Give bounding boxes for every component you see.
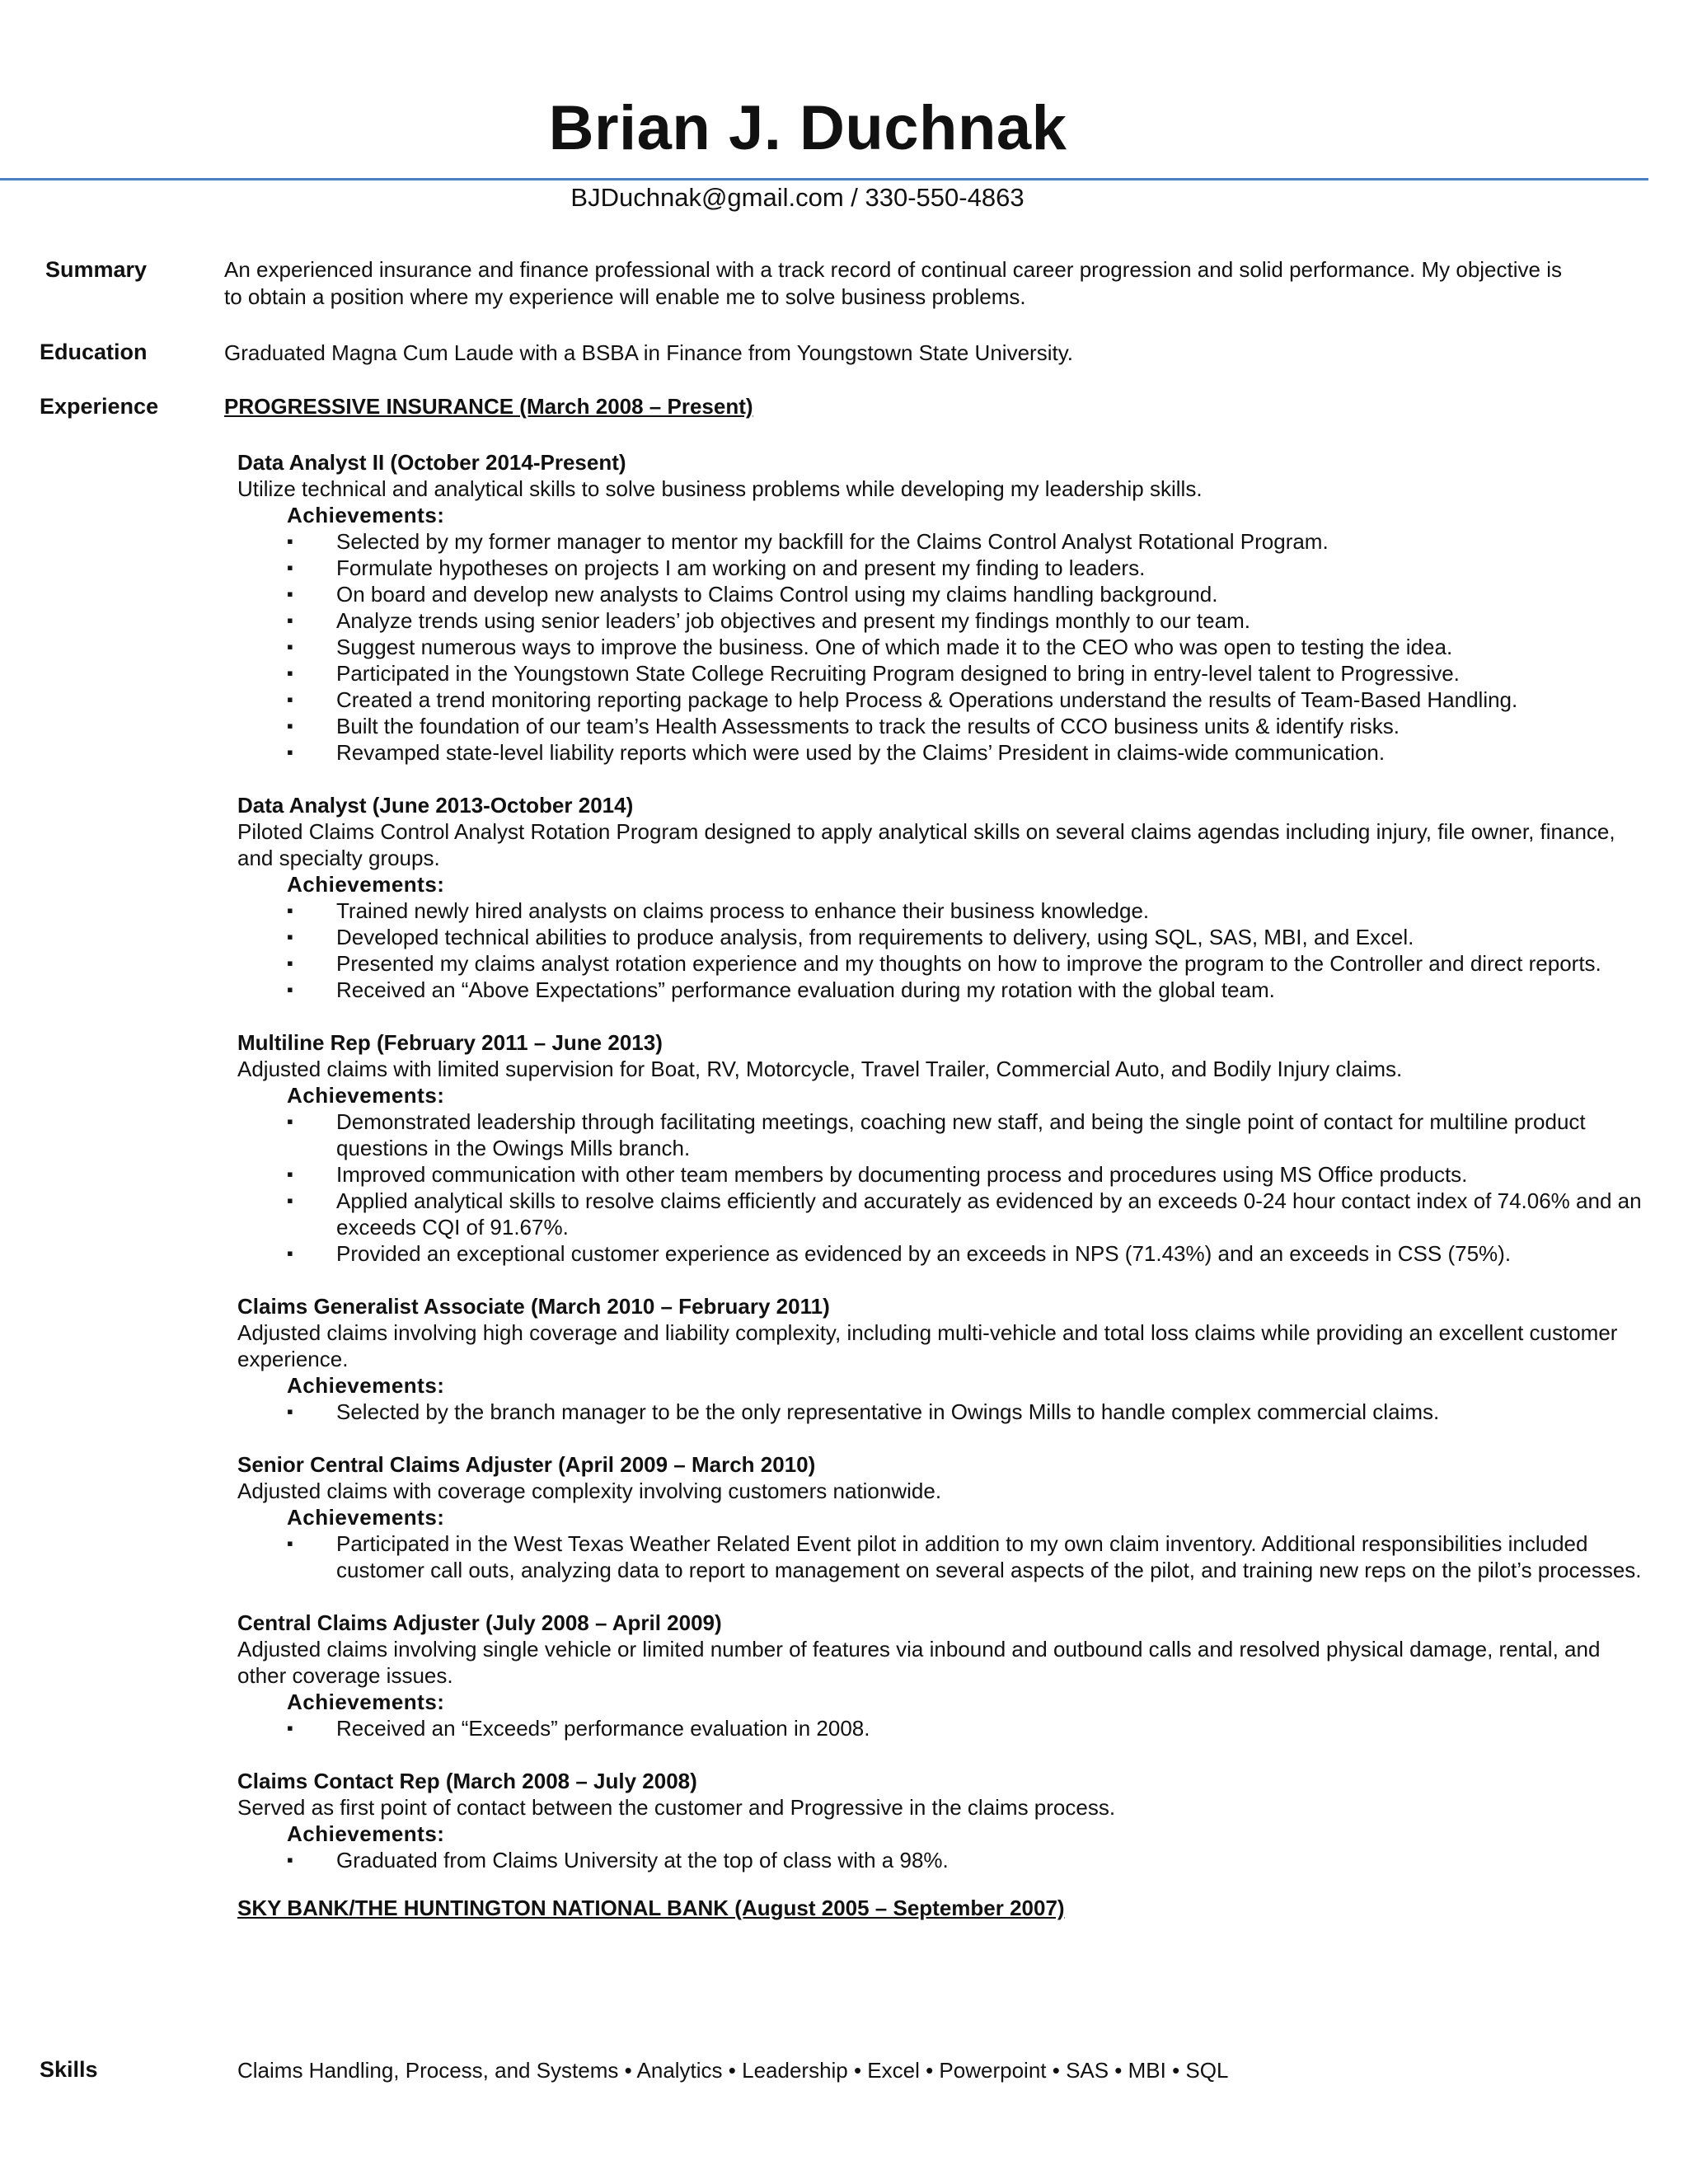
achievement-item: ▪ Participated in the West Texas Weather Related Event pilot in addition to my own claim inventory. Additional responsibilities included customer call outs, analyzing data to report to management on several aspects of the pilot, and training new reps on the pilot’s processes. [336, 1530, 1647, 1583]
achievement-item: ▪ Graduated from Claims University at the top of class with a 98%. [336, 1847, 1647, 1873]
job-title: Claims Contact Rep (March 2008 – July 2008) [237, 1769, 697, 1793]
achievements-list [237, 1399, 1647, 1425]
job-entry [237, 1293, 1647, 1425]
job-description: Adjusted claims with coverage complexity involving customers nationwide. [237, 1479, 942, 1503]
achievement-item: ▪ Created a trend monitoring reporting package to help Process & Operations understand the results of Team-Based Handling. [336, 687, 1647, 713]
job-title: Multiline Rep (February 2011 – June 2013) [237, 1030, 663, 1055]
job-description: Adjusted claims involving high coverage and liability complexity, including multi-vehicle and total loss claims while providing an excellent customer experience. [237, 1320, 1618, 1371]
achievement-item: ▪ Analyze trends using senior leaders’ job objectives and present my findings monthly to our team. [336, 607, 1647, 634]
achievements-label: Achievements: [287, 1821, 445, 1846]
achievement-item: ▪ Participated in the Youngstown State College Recruiting Program designed to bring in entry-level talent to Progressive. [336, 660, 1647, 687]
education-text: Graduated Magna Cum Laude with a BSBA in Finance from Youngstown State University. [224, 340, 1073, 365]
job-description: Adjusted claims with limited supervision for Boat, RV, Motorcycle, Travel Trailer, Commercial Auto, and Bodily Injury claims. [237, 1057, 1403, 1081]
achievements-label: Achievements: [287, 1373, 445, 1398]
job-entry [237, 792, 1647, 1003]
achievement-item: ▪ Trained newly hired analysts on claims process to enhance their business knowledge. [336, 898, 1647, 924]
achievements-label: Achievements: [287, 1083, 445, 1108]
achievement-item: ▪ Applied analytical skills to resolve claims efficiently and accurately as evidenced by an exceeds 0-24 hour contact index of 74.06% and an exceeds CQI of 91.67%. [336, 1188, 1647, 1240]
achievement-item: ▪ Selected by the branch manager to be the only representative in Owings Mills to handle complex commercial claims. [336, 1399, 1647, 1425]
job-title: Central Claims Adjuster (July 2008 – April 2009) [237, 1610, 722, 1635]
experience-list [237, 449, 1647, 1921]
achievements-label: Achievements: [287, 503, 445, 527]
job-description: Served as first point of contact between the customer and Progressive in the claims process. [237, 1795, 1116, 1820]
achievement-item: ▪ Formulate hypotheses on projects I am working on and present my finding to leaders. [336, 555, 1647, 581]
achievements-label: Achievements: [287, 1690, 445, 1714]
achievement-item: ▪ On board and develop new analysts to Claims Control using my claims handling background. [336, 581, 1647, 607]
job-title: Data Analyst II (October 2014-Present) [237, 450, 626, 475]
achievements-list [237, 1530, 1647, 1583]
job-title: Data Analyst (June 2013-October 2014) [237, 793, 634, 818]
candidate-name: Brian J. Duchnak [548, 93, 1067, 163]
section-label-summary: Summary [45, 257, 148, 282]
skills-text: Claims Handling, Process, and Systems • Analytics • Leadership • Excel • Powerpoint • SAS • MBI • SQL [237, 2058, 1229, 2083]
achievement-item: ▪ Provided an exceptional customer experience as evidenced by an exceeds in NPS (71.43%) and an exceeds in CSS (75%). [336, 1240, 1647, 1267]
achievements-list [237, 528, 1647, 766]
job-description: Adjusted claims involving single vehicle or limited number of features via inbound and outbound calls and resolved physical damage, rental, and other coverage issues. [237, 1637, 1601, 1688]
achievement-item: ▪ Built the foundation of our team’s Health Assessments to track the results of CCO business units & identify risks. [336, 713, 1647, 739]
company-heading-progressive: PROGRESSIVE INSURANCE (March 2008 – Present) [224, 394, 753, 419]
achievements-list [237, 1108, 1647, 1267]
achievements-list [237, 1715, 1647, 1741]
achievement-item: ▪ Improved communication with other team members by documenting process and procedures using MS Office products. [336, 1161, 1647, 1188]
section-label-experience: Experience [40, 394, 159, 419]
section-label-skills: Skills [40, 2057, 98, 2082]
job-entry [237, 1610, 1647, 1741]
contact-line: BJDuchnak@gmail.com / 330-550-4863 [570, 183, 1025, 212]
header-rule [0, 178, 1648, 180]
job-entry [237, 1768, 1647, 1873]
achievements-list [237, 898, 1647, 1003]
achievement-item: ▪ Demonstrated leadership through facilitating meetings, coaching new staff, and being the single point of contact for multiline product questions in the Owings Mills branch. [336, 1108, 1647, 1161]
achievements-list [237, 1847, 1647, 1873]
achievement-item: ▪ Revamped state-level liability reports which were used by the Claims’ President in claims-wide communication. [336, 739, 1647, 766]
achievements-label: Achievements: [287, 872, 445, 897]
job-description: Piloted Claims Control Analyst Rotation Program designed to apply analytical skills on several claims agendas including injury, file owner, finance, and specialty groups. [237, 819, 1615, 870]
section-label-education: Education [40, 340, 148, 364]
job-entry [237, 449, 1647, 766]
achievement-item: ▪ Presented my claims analyst rotation experience and my thoughts on how to improve the program to the Controller and direct reports. [336, 950, 1647, 977]
achievement-item: ▪ Suggest numerous ways to improve the business. One of which made it to the CEO who was open to testing the idea. [336, 634, 1647, 660]
job-entry [237, 1029, 1647, 1267]
company-heading-sky-bank: SKY BANK/THE HUNTINGTON NATIONAL BANK (August 2005 – September 2007) [237, 1896, 1065, 1920]
job-title: Senior Central Claims Adjuster (April 2009 – March 2010) [237, 1452, 816, 1477]
job-title: Claims Generalist Associate (March 2010 – February 2011) [237, 1294, 830, 1319]
achievements-label: Achievements: [287, 1505, 445, 1530]
achievement-item: ▪ Received an “Exceeds” performance evaluation in 2008. [336, 1715, 1647, 1741]
achievement-item: ▪ Selected by my former manager to mentor my backfill for the Claims Control Analyst Rotational Program. [336, 528, 1647, 555]
job-entry [237, 1451, 1647, 1583]
achievement-item: ▪ Developed technical abilities to produce analysis, from requirements to delivery, using SQL, SAS, MBI, and Excel. [336, 924, 1647, 950]
achievement-item: ▪ Received an “Above Expectations” performance evaluation during my rotation with the global team. [336, 977, 1647, 1003]
summary-text: An experienced insurance and finance professional with a track record of continual career progression and solid performance. My objective is to obtain a position where my experience will enable me to solve business problems. [224, 257, 1562, 309]
job-description: Utilize technical and analytical skills to solve business problems while developing my leadership skills. [237, 476, 1203, 501]
